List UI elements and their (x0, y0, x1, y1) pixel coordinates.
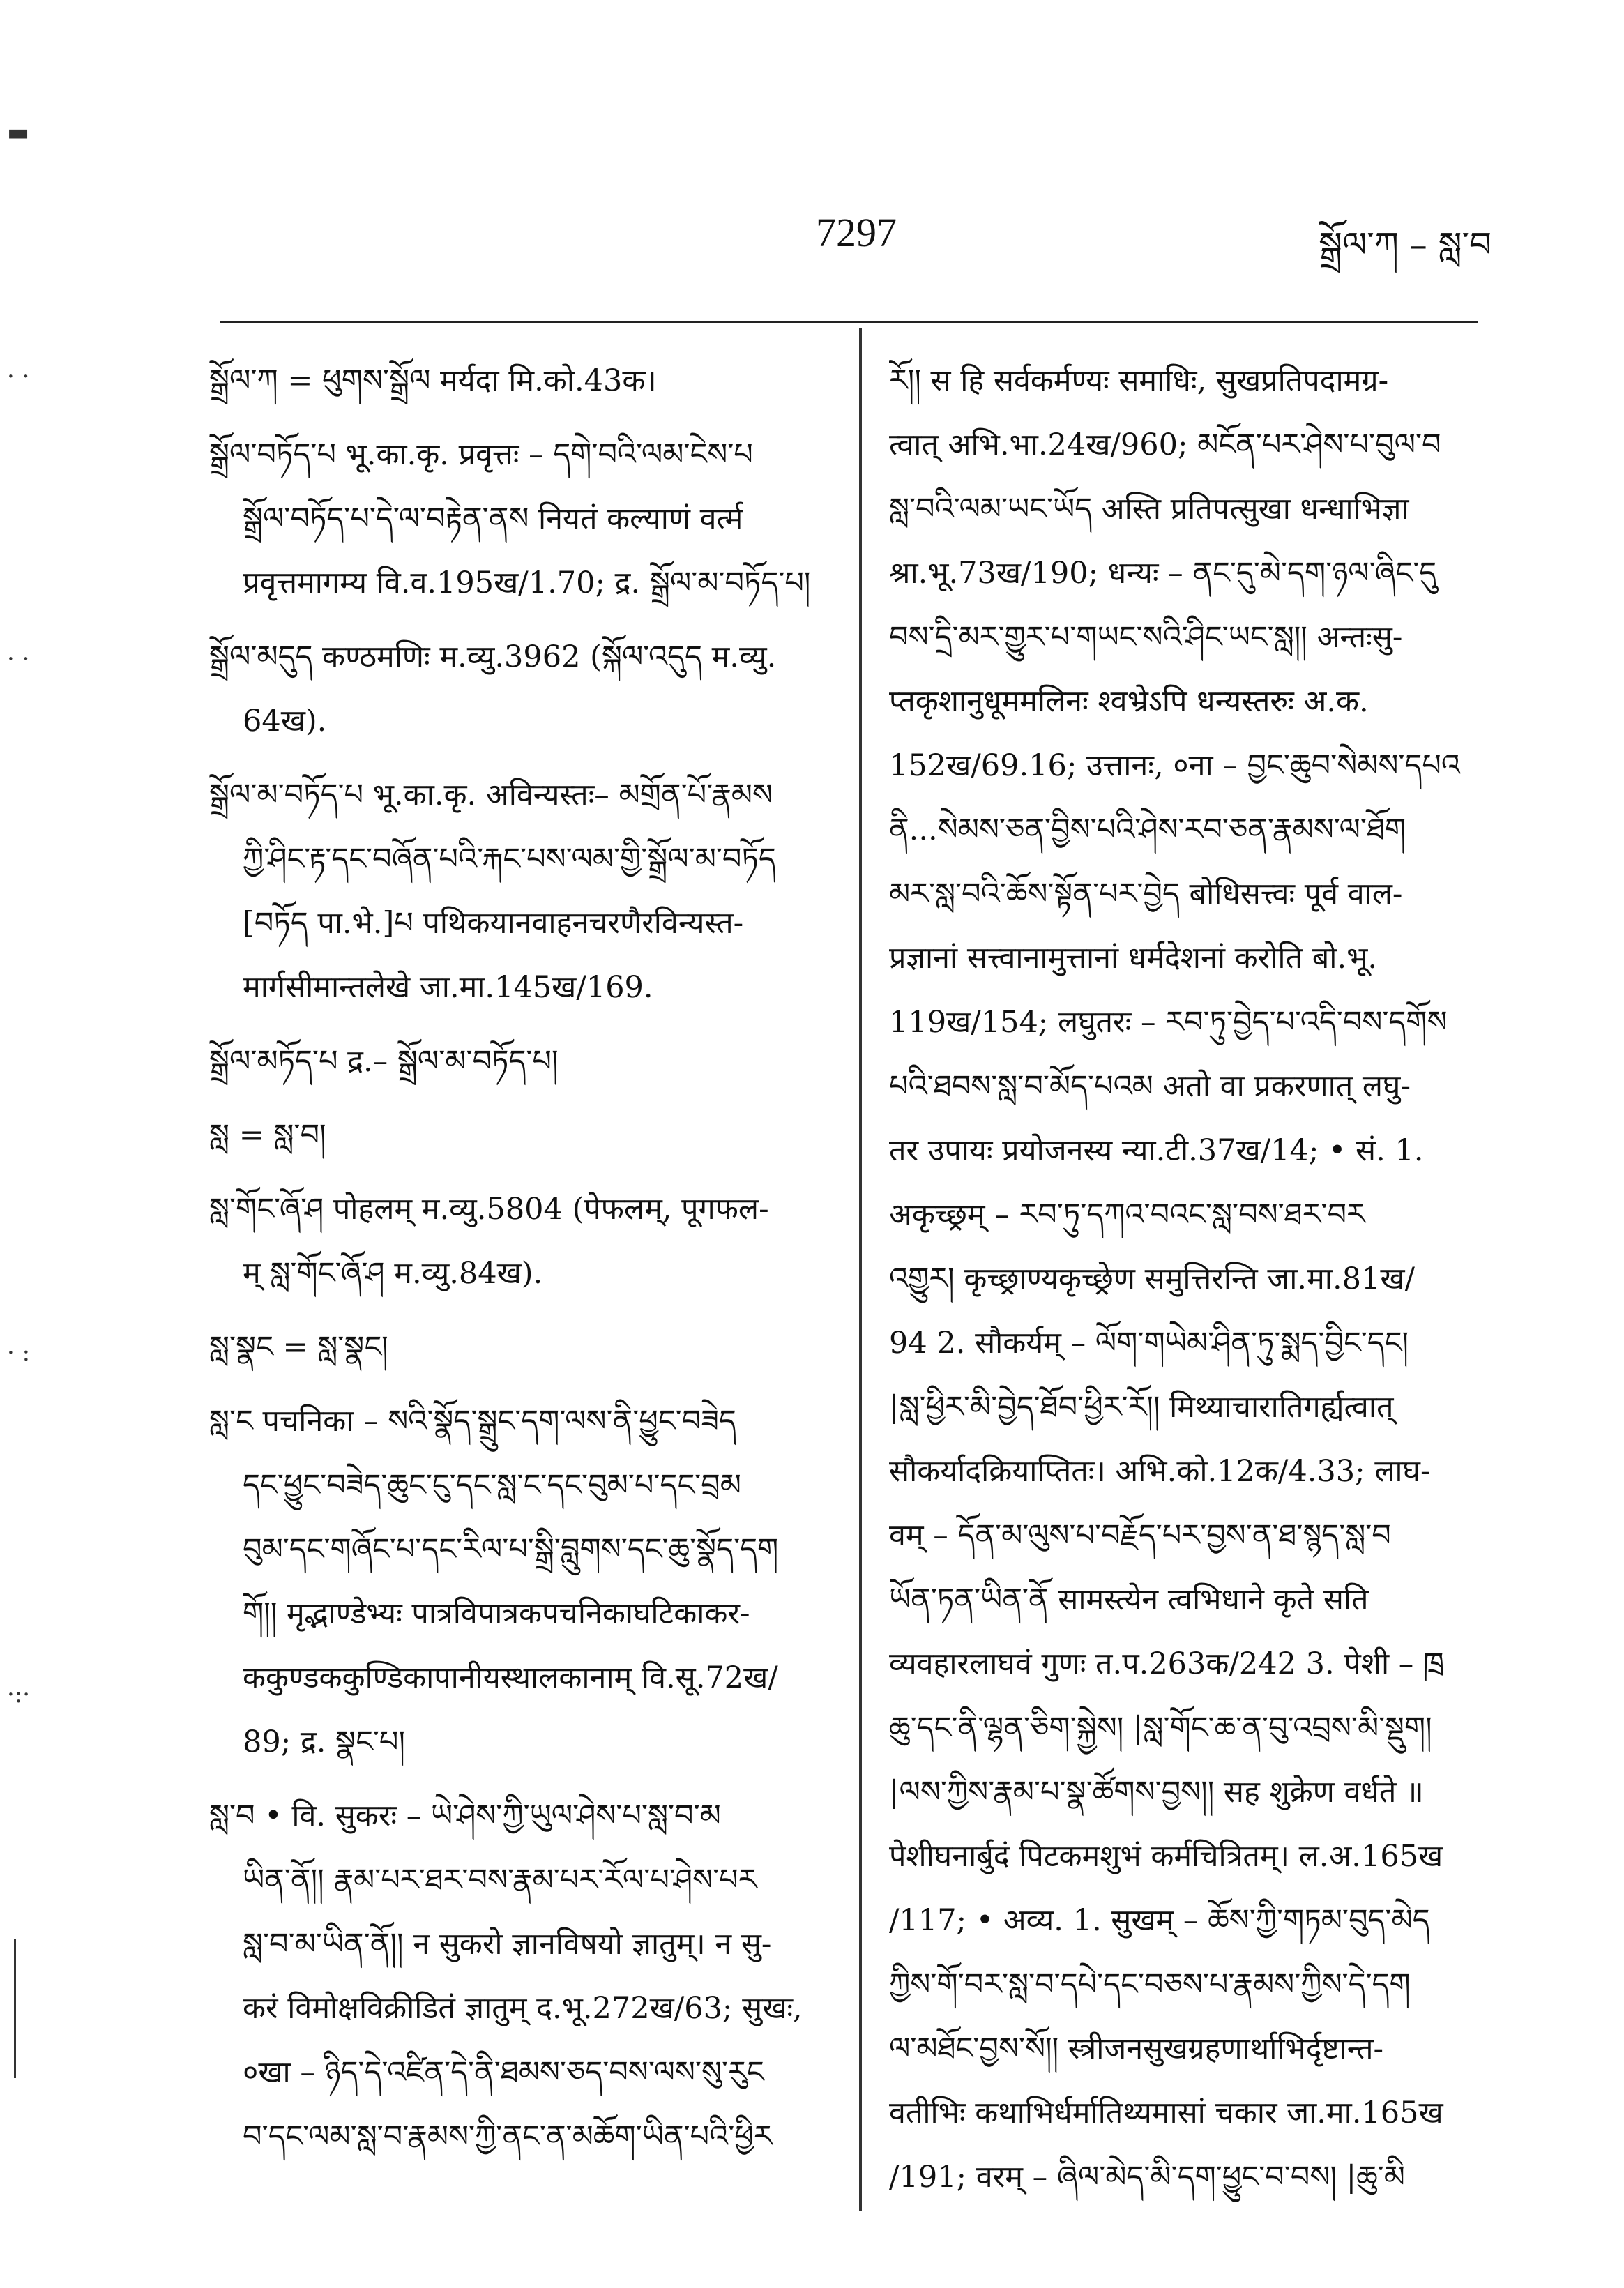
entry-text-line: त्वात् अभि.भा.24ख/960; མངོན་པར་ཤེས་པ་བུལ་བ (889, 427, 1441, 462)
entry-continuation-line: मार्गसीमान्तलेखे जा.मा.145ख/169. (243, 970, 653, 1005)
entry-text-line: /117; • अव्य. 1. सुखम् – ཆོས་ཀྱི་གཏམ་བུད་མེད (889, 1903, 1430, 1938)
entry-continuation-line: ०खा – ཉིད་དེ་འཛིན་དེ་ནི་ཐམས་ཅད་བས་ལས་སུ་རུང (243, 2055, 764, 2090)
entry-text-line: प्तकृशानुधूममलिनः श्वभ्रेऽपि धन्यस्तरुः अ.क. (889, 684, 1369, 719)
guide-words: སྒྲོལ་ཀ – སླ་བ (1319, 225, 1492, 265)
entry-text-line: ནི...སེམས་ཅན་བྱིས་པའི་ཤེས་རབ་ཅན་རྣམས་ལ་ཐོག (889, 812, 1406, 847)
scan-line (14, 1939, 16, 2078)
entry-headword-line: སྒྲོལ་མཏོད་པ द्र.– སྒྲོལ་མ་བཏོད་པ། (209, 1044, 559, 1079)
entry-gap (209, 615, 837, 625)
left-column (209, 349, 837, 2169)
entry-headword-line: སྒྲོལ་ཀ = ཕུགས་སྒྲོལ मर्यदा मि.को.43क। (209, 363, 657, 398)
entry-text-line: श्रा.भू.73ख/190; धन्यः – ནང་དུ་མེ་དག་ཉལ་ཞིང་དུ (889, 556, 1437, 591)
scan-mark: · : (7, 1339, 31, 1367)
entry-text-line: |ལས་ཀྱིས་རྣམ་པ་སྣ་ཚོགས་བྱས།། सह शुक्रेण वर्धते ॥ (889, 1775, 1424, 1810)
entry-text-line: पेशीघनार्बुदं पिटकमशुभं कर्मचित्रितम्। ल.अ.165ख (889, 1839, 1443, 1874)
entry-continuation-line: བ་དང་ལམ་སླ་བ་རྣམས་ཀྱི་ནང་ན་མཆོག་ཡིན་པའི་ཕྱིར (243, 2119, 773, 2154)
entry-headword-line: སྒྲོལ་བཏོད་པ भू.का.कृ. प्रवृत्तः – དགེ་བའི་ལམ་ངེས་པ (209, 437, 753, 472)
entry-continuation-line: 89; द्र. སྣང་པ། (243, 1725, 406, 1759)
entry-headword-line: སླ་བ • वि. सुकरः – ཡེ་ཤེས་ཀྱི་ཡུལ་ཤེས་པ་སླ་བ་མ (209, 1798, 721, 1833)
entry-continuation-line: སྒྲོལ་བཏོད་པ་དེ་ལ་བརྟེན་ནས नियतं कल्याणं वर्त्म (243, 501, 743, 536)
entry-text-line: མར་སླ་བའི་ཆོས་སྟོན་པར་བྱེད बोधिसत्त्वः पूर्व वाल- (889, 877, 1403, 911)
entry-gap (209, 1093, 837, 1103)
scan-mark: ▬ (7, 119, 30, 146)
entry-continuation-line: བུམ་དང་གཞོང་པ་དང་རིལ་པ་སྒྲི་བླུགས་དང་ཆུ་སྣོད་དག (243, 1532, 779, 1567)
header-rule (220, 321, 1478, 323)
entry-text-line: རོ།། स हि सर्वकर्मण्यः समाधिः, सुखप्रतिपदामग्र- (889, 363, 1389, 398)
entry-text-line: अकृच्छ्रम् – རབ་ཏུ་དཀའ་བའང་སླ་བས་ཐར་བར (889, 1197, 1365, 1232)
entry-headword-line: སླ་ང पचनिका – སའི་སྣོད་སྒྲུང་དག་ལས་ནི་ཕྱུང་བཟེད (209, 1404, 736, 1439)
entry-headword-line: སླ་གོང་ཞོ་ཤ पोहलम् म.व्यु.5804 (पेफलम्, पूगफल- (209, 1192, 769, 1227)
entry-continuation-line: ཀྱི་ཤིང་རྟ་དང་བཞོན་པའི་རྐང་པས་ལམ་གྱི་སྒྲོལ་མ་བཏོད (243, 842, 776, 877)
entry-continuation-line: 64ख). (243, 704, 327, 738)
entry-text-line: ཆུ་དང་ནི་ལྷན་ཅིག་སྐྱེས། |སླ་གོང་ཆ་ན་བུ་འབྲས་མི་སྡུག། (889, 1711, 1432, 1745)
entry-text-line: वम् – དོན་མ་ལུས་པ་བརྗོད་པར་བྱས་ན་ཐ་སྙད་སླ་བ (889, 1518, 1391, 1553)
entry-headword-line: སླ་སྣང = སླ་སྣང། (209, 1330, 388, 1365)
entry-continuation-line: གོ།། मृद्भाण्डेभ्यः पात्रविपात्रकपचनिकाघटिकाकर- (243, 1596, 750, 1631)
entry-continuation-line: करं विमोक्षविक्रीडितं ज्ञातुम् द.भू.272ख/63; सुखः, (243, 1991, 803, 2026)
entry-text-line: सौकर्यादक्रियाप्तितः। अभि.को.12क/4.33; लाघ- (889, 1454, 1431, 1489)
entry-gap (209, 413, 837, 423)
entry-text-line: 94 2. सौकर्यम् – ལོག་གཡེམ་ཤིན་ཏུ་སྨད་བྱིང་དང། (889, 1326, 1409, 1361)
entry-continuation-line: प्रवृत्तमागम्य वि.व.195ख/1.70; द्र. སྒྲོལ་མ་བཏོད་པ། (243, 566, 811, 600)
entry-text-line: 119ख/154; लघुतरः – རབ་ཏུ་བྱེད་པ་འདི་བས་དགོས (889, 1005, 1448, 1040)
right-column (889, 349, 1485, 2209)
entry-gap (209, 753, 837, 763)
entry-gap (209, 1379, 837, 1389)
column-divider (859, 328, 862, 2211)
entry-continuation-line: [བཏོད पा.भे.]པ पथिकयानवाहनचरणैरविन्यस्त- (243, 906, 744, 941)
entry-headword-line: སླ = སླ་བ། (209, 1118, 326, 1153)
entry-gap (209, 1167, 837, 1177)
entry-text-line: འགྱུར། कृच्छ्राण्यकृच्छ्रेण समुत्तिरन्ति जा.मा.81ख/ (889, 1262, 1415, 1296)
scan-mark: ·:· (7, 1681, 31, 1709)
entry-text-line: པའི་ཐབས་སླ་བ་མོད་པའམ अतो वा प्रकरणात् लघु- (889, 1069, 1411, 1104)
scan-mark: · · (7, 363, 30, 391)
entry-gap (209, 1020, 837, 1029)
entry-text-line: 152ख/69.16; उत्तानः, ०ना – བྱང་ཆུབ་སེམས་དཔའ (889, 748, 1460, 783)
entry-text-line: व्यवहारलाघवं गुणः त.प.263क/242 3. पेशी – ཁྲ (889, 1646, 1445, 1681)
entry-text-line: ཡོན་ཏན་ཡིན་ནོ सामस्त्येन त्वभिधाने कृते सति (889, 1582, 1369, 1617)
scan-mark: · · (7, 645, 30, 673)
entry-text-line: /191; वरम् – ཞིལ་མེད་མི་དག་ཕྱུང་བ་བས། |ཆུ་མི (889, 2160, 1405, 2195)
entry-text-line: སླ་བའི་ལམ་ཡང་ཡོད अस्ति प्रतिपत्सुखा धन्धाभिज्ञा (889, 492, 1409, 526)
entry-text-line: वतीभिः कथाभिर्धर्मातिथ्यमासां चकार जा.मा.165ख (889, 2096, 1443, 2130)
entry-text-line: བས་དྲི་མར་གྱུར་པ་གཡང་སའི་ཤིང་ཡང་སླ།། अन्तःसु- (889, 620, 1403, 655)
entry-text-line: ཀྱིས་གོ་བར་སླ་བ་དཔེ་དང་བཅས་པ་རྣམས་ཀྱིས་དེ་དག (889, 1967, 1411, 2002)
entry-text-line: ལ་མཐོང་བྱས་སོ།། स्त्रीजनसुखग्रहणार्थाभिर्दृष्टान्त- (889, 2031, 1384, 2066)
page-number: 7297 (816, 210, 897, 255)
entry-continuation-line: म् སླ་གོང་ཞོ་ཤ म.व्यु.84ख). (243, 1256, 543, 1291)
entry-continuation-line: ཡིན་ནོ།། རྣམ་པར་ཐར་བས་རྣམ་པར་རོལ་པ་ཤེས་པར (243, 1863, 757, 1897)
entry-continuation-line: དང་ཕྱུང་བཟེད་ཆུང་ངུ་དང་སླ་ང་དང་བུམ་པ་དང་བྲམ (243, 1468, 741, 1503)
entry-gap (209, 1774, 837, 1784)
entry-text-line: तर उपायः प्रयोजनस्य न्या.टी.37ख/14; • सं. 1. (889, 1133, 1424, 1168)
entry-continuation-line: སླ་བ་མ་ཡིན་ནོ།། न सुकरो ज्ञानविषयो ज्ञातुम्। न सु- (243, 1927, 772, 1962)
entry-continuation-line: ककुण्डककुण्डिकापानीयस्थालकानाम् वि.सू.72ख/ (243, 1660, 778, 1695)
entry-headword-line: སྒྲོལ་མདུད कण्ठमणिः म.व्यु.3962 (སྐོལ་འདུད म.व्यु. (209, 639, 777, 674)
entry-text-line: |སླ་ཕྱིར་མི་བྱེད་ཐོབ་ཕྱིར་རོ།། मिथ्याचारातिगर्ह्यत्वात् (889, 1390, 1394, 1425)
entry-headword-line: སྒྲོལ་མ་བཏོད་པ भू.का.कृ. अविन्यस्तः– མགྲོན་པོ་རྣམས (209, 778, 773, 812)
entry-gap (209, 1305, 837, 1315)
entry-text-line: प्रज्ञानां सत्त्वानामुत्तानां धर्मदेशनां करोति बो.भू. (889, 941, 1378, 976)
